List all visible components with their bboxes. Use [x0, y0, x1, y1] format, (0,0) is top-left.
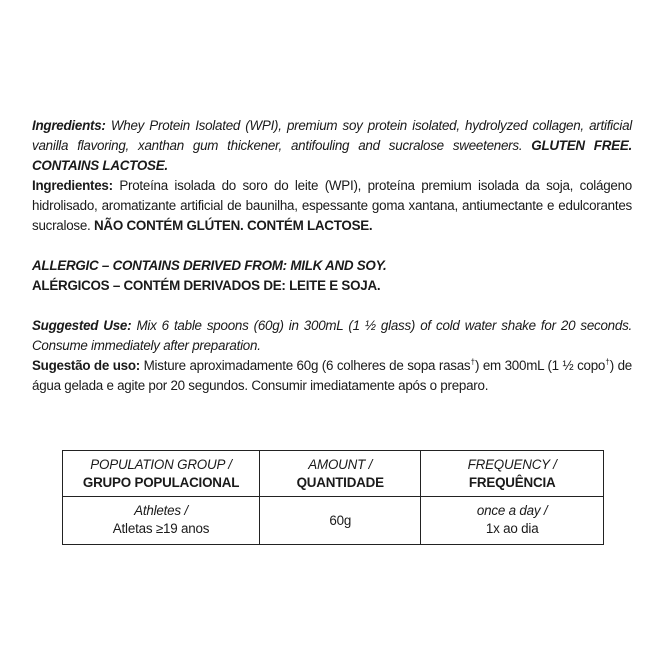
header-population-group — [63, 451, 260, 497]
usage-pt — [32, 356, 632, 396]
allergic-en-text: ALLERGIC – CONTAINS DERIVED FROM: MILK AND SOY. — [32, 258, 387, 273]
ingredients-pt-label: Ingredientes: — [32, 178, 113, 193]
header-en: POPULATION GROUP / — [90, 457, 232, 472]
usage-en — [32, 316, 632, 356]
dagger-mark: † — [470, 357, 475, 367]
table-header-row — [63, 451, 604, 497]
usage-pt-text-c: ) de água gelada e agite por 20 segundos. Consumir imediatamente após o preparo. — [32, 358, 632, 393]
group-en: Athletes / — [134, 503, 188, 518]
dosage-table — [62, 450, 604, 545]
label-text-block — [32, 116, 632, 396]
cell-frequency — [421, 497, 604, 545]
dagger-mark: † — [605, 357, 610, 367]
ingredients-en-emphasis: GLUTEN FREE. CONTAINS LACTOSE. — [32, 138, 632, 173]
ingredients-pt-emphasis: NÃO CONTÉM GLÚTEN. CONTÉM LACTOSE. — [94, 218, 373, 233]
header-amount — [260, 451, 421, 497]
header-en: FREQUENCY / — [467, 457, 557, 472]
cell-amount — [260, 497, 421, 545]
usage-pt-text-b: ) em 300mL (1 ½ copo — [474, 358, 606, 373]
allergic-pt-text: ALÉRGICOS – CONTÉM DERIVADOS DE: LEITE E SOJA. — [32, 278, 381, 293]
freq-en: once a day / — [476, 503, 548, 518]
usage-en-label: Suggested Use: — [32, 318, 132, 333]
allergic-pt — [32, 276, 632, 296]
header-pt: FREQUÊNCIA — [468, 475, 556, 490]
header-pt: QUANTIDADE — [296, 475, 384, 490]
header-frequency — [421, 451, 604, 497]
usage-en-text: Mix 6 table spoons (60g) in 300mL (1 ½ glass) of cold water shake for 20 seconds. Consume immediately after preparation. — [32, 318, 632, 353]
usage-pt-label: Sugestão de uso: — [32, 358, 140, 373]
ingredients-en — [32, 116, 632, 176]
freq-pt: 1x ao dia — [485, 521, 539, 536]
header-pt: GRUPO POPULACIONAL — [82, 475, 240, 490]
ingredients-en-text: Whey Protein Isolated (WPI), premium soy protein isolated, hydrolyzed collagen, artificial vanilla flavoring, xanthan gum thickener, antifouling and sucralose sweeteners. — [32, 118, 632, 153]
group-pt: Atletas ≥19 anos — [112, 521, 210, 536]
usage-pt-text-a: Misture aproximadamente 60g (6 colheres de sopa rasas — [139, 358, 471, 373]
ingredients-en-label: Ingredients: — [32, 118, 106, 133]
cell-population-group — [63, 497, 260, 545]
allergic-en — [32, 256, 632, 276]
table-row — [63, 497, 604, 545]
header-en: AMOUNT / — [308, 457, 373, 472]
ingredients-pt-text: Proteína isolada do soro do leite (WPI), proteína premium isolada da soja, colágeno hidrolisado, aromatizante artificial de baunilha, espessante goma xantana, antiumectante e edulcorantes sucralose. — [32, 178, 632, 233]
ingredients-pt — [32, 176, 632, 236]
amount-value: 60g — [329, 513, 352, 528]
